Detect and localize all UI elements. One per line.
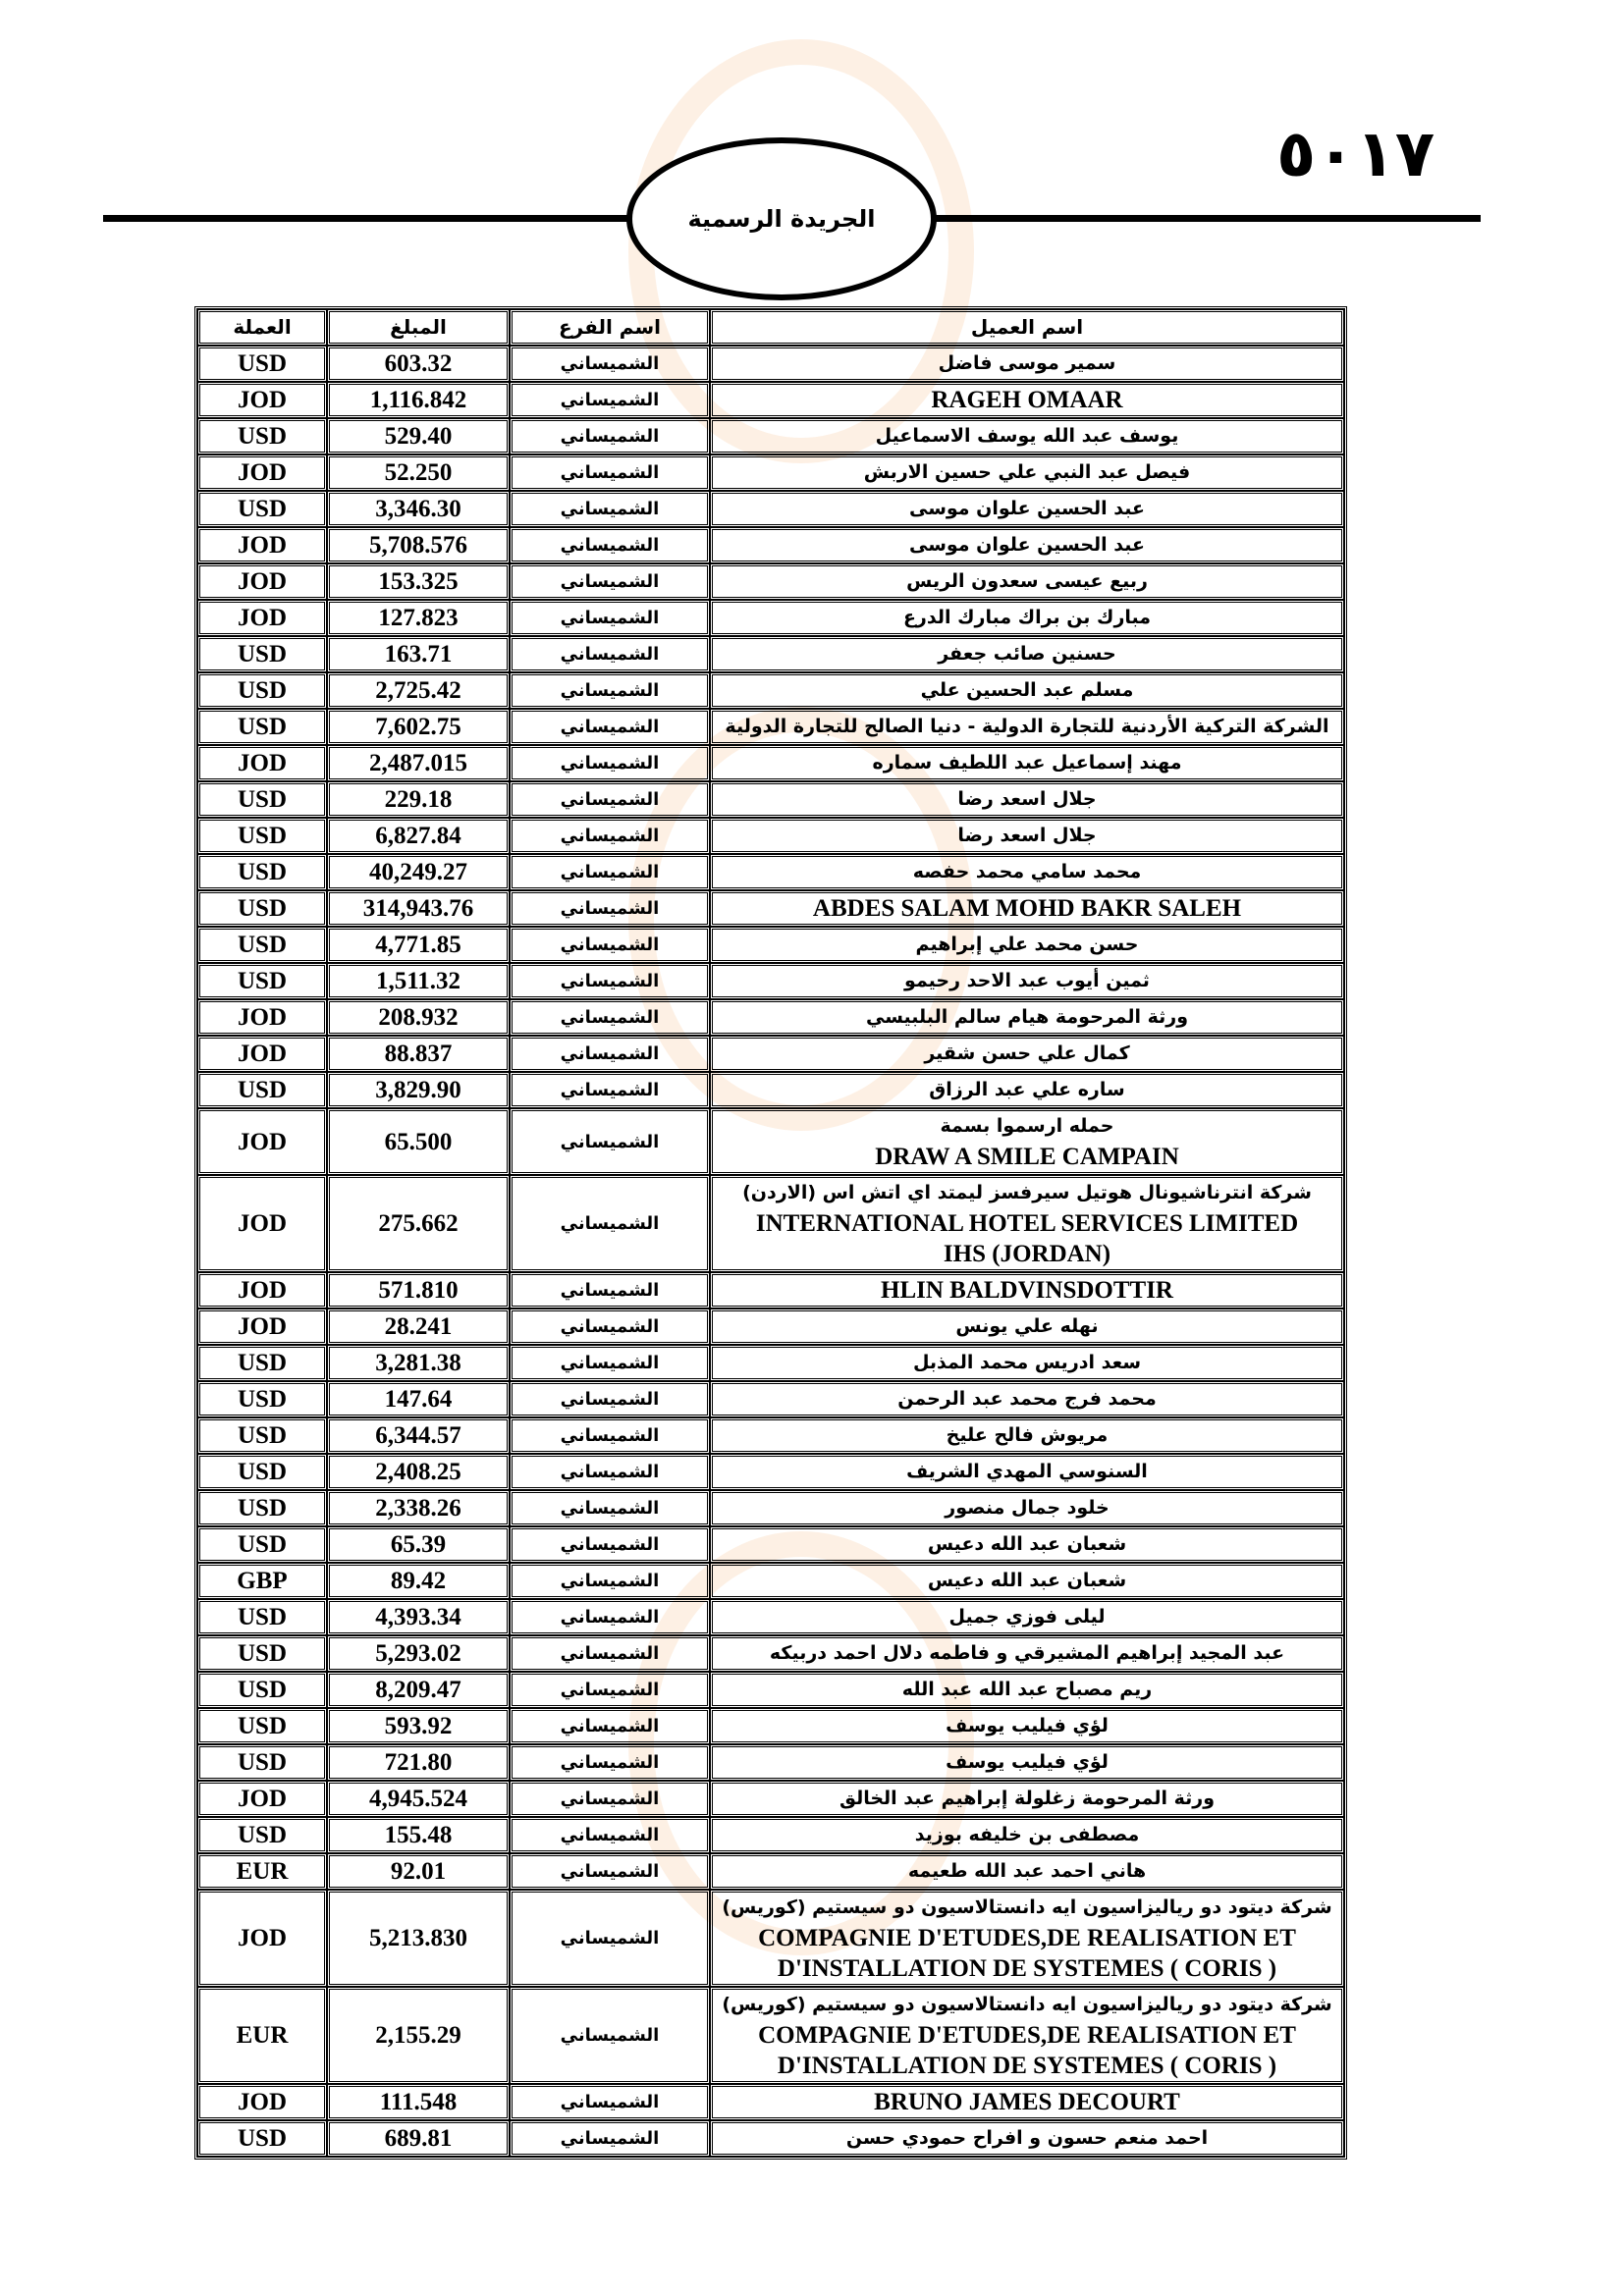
currency-cell: JOD	[197, 600, 327, 636]
table-row	[197, 1744, 1344, 1781]
branch-cell: الشميساني	[510, 1744, 710, 1781]
client-name-cell	[710, 2120, 1344, 2157]
client-name-line: هاني احمد عبد الله طعيمه	[907, 1860, 1147, 1882]
currency-cell: USD	[197, 781, 327, 818]
client-name-line: HLIN BALDVINSDOTTIR	[881, 1277, 1173, 1304]
amount-cell: 2,155.29	[327, 1987, 510, 2084]
header-client: اسم العميل	[710, 309, 1344, 346]
branch-cell: الشميساني	[510, 1454, 710, 1490]
client-name-line: ثمين أيوب عبد الاحد رحيمو	[904, 970, 1150, 991]
currency-cell: USD	[197, 636, 327, 672]
table-row	[197, 709, 1344, 745]
currency-cell: USD	[197, 1417, 327, 1454]
client-name-cell	[710, 709, 1344, 745]
amount-cell: 88.837	[327, 1036, 510, 1072]
branch-cell: الشميساني	[510, 1345, 710, 1381]
amount-cell: 40,249.27	[327, 854, 510, 890]
currency-cell: JOD	[197, 745, 327, 781]
branch-cell: الشميساني	[510, 1987, 710, 2084]
currency-cell: USD	[197, 927, 327, 963]
amount-cell: 2,725.42	[327, 672, 510, 709]
client-name-cell	[710, 1781, 1344, 1817]
branch-cell: الشميساني	[510, 1072, 710, 1108]
client-name-line: D'INSTALLATION DE SYSTEMES ( CORIS )	[777, 1955, 1277, 1982]
currency-cell: GBP	[197, 1563, 327, 1599]
client-name-cell	[710, 745, 1344, 781]
client-name-cell	[710, 382, 1344, 418]
currency-cell: USD	[197, 672, 327, 709]
client-name-line: ورثة المرحومة زغلولة إبراهيم عبد الخالق	[839, 1788, 1216, 1809]
client-name-cell	[710, 1744, 1344, 1781]
client-name-line: شعبان عبد الله دعيس	[927, 1570, 1127, 1591]
currency-cell: USD	[197, 1381, 327, 1417]
amount-cell: 689.81	[327, 2120, 510, 2157]
client-name-line: D'INSTALLATION DE SYSTEMES ( CORIS )	[777, 2053, 1277, 2079]
currency-cell: USD	[197, 1635, 327, 1672]
table-row	[197, 454, 1344, 491]
accounts-table	[194, 306, 1347, 2160]
client-name-line: السنوسي المهدي الشريف	[906, 1461, 1148, 1482]
client-name-line: لؤي فيليب يوسف	[946, 1751, 1109, 1773]
client-name-line: لؤي فيليب يوسف	[946, 1715, 1109, 1736]
client-name-line: جلال اسعد رضا	[957, 825, 1097, 846]
client-name-line: عبد المجيد إبراهيم المشيرقي و فاطمه دلال احمد دربيكه	[769, 1642, 1285, 1664]
currency-cell: USD	[197, 2120, 327, 2157]
currency-cell: USD	[197, 1599, 327, 1635]
client-name-line: ABDES SALAM MOHD BAKR SALEH	[812, 895, 1242, 922]
client-name-cell	[710, 1308, 1344, 1345]
client-name-cell	[710, 2084, 1344, 2120]
client-name-line: احمد منعم حسون و افراح حمودي حسن	[845, 2127, 1209, 2149]
branch-cell: الشميساني	[510, 491, 710, 527]
branch-cell: الشميساني	[510, 1381, 710, 1417]
page-number: ٥٠١٧	[1276, 116, 1435, 191]
table-row	[197, 818, 1344, 854]
client-name-line: COMPAGNIE D'ETUDES,DE REALISATION ET	[758, 1925, 1296, 1951]
client-name-line: شعبان عبد الله دعيس	[927, 1533, 1127, 1555]
client-name-cell	[710, 1563, 1344, 1599]
client-name-line: شركة انترناشيونال هوتيل سيرفسز ليمتد اي اتش اس (الاردن)	[742, 1182, 1312, 1203]
table-row	[197, 491, 1344, 527]
currency-cell: JOD	[197, 1781, 327, 1817]
client-name-cell	[710, 1036, 1344, 1072]
amount-cell: 6,344.57	[327, 1417, 510, 1454]
client-name-line: عبد الحسين علوان موسى	[908, 498, 1146, 519]
branch-cell: الشميساني	[510, 1175, 710, 1272]
client-name-line: سمير موسى فاضل	[938, 352, 1116, 374]
amount-cell: 89.42	[327, 1563, 510, 1599]
table-body	[197, 346, 1344, 2157]
client-name-cell	[710, 600, 1344, 636]
client-name-cell	[710, 1272, 1344, 1308]
currency-cell: USD	[197, 1072, 327, 1108]
branch-cell: الشميساني	[510, 1635, 710, 1672]
client-name-cell	[710, 1599, 1344, 1635]
table-row	[197, 1672, 1344, 1708]
client-name-cell	[710, 1890, 1344, 1987]
amount-cell: 4,393.34	[327, 1599, 510, 1635]
client-name-line: COMPAGNIE D'ETUDES,DE REALISATION ET	[758, 2022, 1296, 2049]
client-name-cell	[710, 927, 1344, 963]
client-name-cell	[710, 1526, 1344, 1563]
header-amount: المبلغ	[327, 309, 510, 346]
branch-cell: الشميساني	[510, 454, 710, 491]
amount-cell: 111.548	[327, 2084, 510, 2120]
table-row	[197, 890, 1344, 927]
table-row	[197, 527, 1344, 563]
client-name-cell	[710, 418, 1344, 454]
client-name-line: محمد فرج محمد عبد الرحمن	[897, 1388, 1157, 1410]
amount-cell: 147.64	[327, 1381, 510, 1417]
client-name-line: شركة ديتود دو رياليزاسيون ايه دانستالاسيون دو سيستيم (كوريس)	[722, 1994, 1332, 2015]
table-row	[197, 745, 1344, 781]
client-name-cell	[710, 1108, 1344, 1175]
currency-cell: JOD	[197, 1890, 327, 1987]
table-row	[197, 1490, 1344, 1526]
amount-cell: 208.932	[327, 999, 510, 1036]
table-header-row	[197, 309, 1344, 346]
table-row	[197, 382, 1344, 418]
table-row	[197, 1526, 1344, 1563]
branch-cell: الشميساني	[510, 382, 710, 418]
amount-cell: 52.250	[327, 454, 510, 491]
client-name-cell	[710, 1417, 1344, 1454]
client-name-line: مبارك بن براك مبارك الدرع	[902, 607, 1152, 628]
currency-cell: USD	[197, 1490, 327, 1526]
client-name-cell	[710, 1490, 1344, 1526]
amount-cell: 314,943.76	[327, 890, 510, 927]
branch-cell: الشميساني	[510, 1853, 710, 1890]
currency-cell: JOD	[197, 563, 327, 600]
amount-cell: 7,602.75	[327, 709, 510, 745]
client-name-line: سعد ادريس محمد المذبل	[912, 1352, 1142, 1373]
table-row	[197, 600, 1344, 636]
currency-cell: USD	[197, 418, 327, 454]
branch-cell: الشميساني	[510, 927, 710, 963]
table-row	[197, 999, 1344, 1036]
table-row	[197, 1635, 1344, 1672]
client-name-cell	[710, 1381, 1344, 1417]
table-row	[197, 1817, 1344, 1853]
table-row	[197, 1599, 1344, 1635]
table-row	[197, 346, 1344, 382]
branch-cell: الشميساني	[510, 636, 710, 672]
branch-cell: الشميساني	[510, 1272, 710, 1308]
branch-cell: الشميساني	[510, 1817, 710, 1853]
client-name-line: مريوش فالح عليخ	[946, 1424, 1109, 1446]
currency-cell: JOD	[197, 454, 327, 491]
branch-cell: الشميساني	[510, 1526, 710, 1563]
client-name-line: ليلى فوزي جميل	[948, 1606, 1106, 1628]
amount-cell: 4,771.85	[327, 927, 510, 963]
client-name-line: عبد الحسين علوان موسى	[908, 534, 1146, 556]
table-row	[197, 1381, 1344, 1417]
amount-cell: 2,408.25	[327, 1454, 510, 1490]
table-row	[197, 1175, 1344, 1272]
table-row	[197, 2084, 1344, 2120]
currency-cell: JOD	[197, 1308, 327, 1345]
client-name-cell	[710, 963, 1344, 999]
currency-cell: USD	[197, 1672, 327, 1708]
amount-cell: 65.500	[327, 1108, 510, 1175]
client-name-cell	[710, 454, 1344, 491]
amount-cell: 65.39	[327, 1526, 510, 1563]
branch-cell: الشميساني	[510, 963, 710, 999]
currency-cell: USD	[197, 890, 327, 927]
branch-cell: الشميساني	[510, 1490, 710, 1526]
amount-cell: 3,346.30	[327, 491, 510, 527]
client-name-cell	[710, 1672, 1344, 1708]
table-row	[197, 563, 1344, 600]
table-row	[197, 1072, 1344, 1108]
currency-cell: USD	[197, 1526, 327, 1563]
branch-cell: الشميساني	[510, 1108, 710, 1175]
table-row	[197, 672, 1344, 709]
branch-cell: الشميساني	[510, 1672, 710, 1708]
client-name-line: RAGEH OMAAR	[931, 387, 1123, 413]
header-branch: اسم الفرع	[510, 309, 710, 346]
currency-cell: USD	[197, 854, 327, 890]
client-name-line: حمله ارسموا بسمة	[940, 1115, 1114, 1137]
amount-cell: 127.823	[327, 600, 510, 636]
table-row	[197, 1890, 1344, 1987]
branch-cell: الشميساني	[510, 1781, 710, 1817]
amount-cell: 92.01	[327, 1853, 510, 1890]
amount-cell: 2,487.015	[327, 745, 510, 781]
branch-cell: الشميساني	[510, 563, 710, 600]
table-row	[197, 1417, 1344, 1454]
amount-cell: 603.32	[327, 346, 510, 382]
client-name-cell	[710, 890, 1344, 927]
currency-cell: USD	[197, 709, 327, 745]
branch-cell: الشميساني	[510, 346, 710, 382]
amount-cell: 1,116.842	[327, 382, 510, 418]
client-name-line: يوسف عبد الله يوسف الاسماعيل	[875, 425, 1179, 447]
client-name-cell	[710, 854, 1344, 890]
amount-cell: 153.325	[327, 563, 510, 600]
branch-cell: الشميساني	[510, 418, 710, 454]
client-name-line: فيصل عبد النبي علي حسين الاربش	[863, 461, 1191, 483]
currency-cell: USD	[197, 1345, 327, 1381]
currency-cell: EUR	[197, 1987, 327, 2084]
branch-cell: الشميساني	[510, 1308, 710, 1345]
client-name-line: ربيع عيسى سعدون الريس	[906, 570, 1148, 592]
gazette-title-ellipse	[626, 137, 937, 300]
client-name-line: خلود جمال منصور	[945, 1497, 1110, 1519]
table-row	[197, 1708, 1344, 1744]
currency-cell: JOD	[197, 1108, 327, 1175]
amount-cell: 2,338.26	[327, 1490, 510, 1526]
currency-cell: EUR	[197, 1853, 327, 1890]
table-row	[197, 927, 1344, 963]
branch-cell: الشميساني	[510, 1890, 710, 1987]
table-row	[197, 1036, 1344, 1072]
client-name-cell	[710, 999, 1344, 1036]
amount-cell: 5,213.830	[327, 1890, 510, 1987]
client-name-line: جلال اسعد رضا	[957, 788, 1097, 810]
client-name-cell	[710, 527, 1344, 563]
currency-cell: USD	[197, 1817, 327, 1853]
table-row	[197, 1345, 1344, 1381]
client-name-line: مسلم عبد الحسين علي	[920, 679, 1134, 701]
table-row	[197, 418, 1344, 454]
client-name-line: كمال علي حسن شقير	[924, 1042, 1130, 1064]
amount-cell: 571.810	[327, 1272, 510, 1308]
currency-cell: JOD	[197, 527, 327, 563]
table-row	[197, 1308, 1344, 1345]
client-name-cell	[710, 1853, 1344, 1890]
client-name-line: مهند إسماعيل عبد اللطيف سماره	[872, 752, 1182, 774]
branch-cell: الشميساني	[510, 527, 710, 563]
branch-cell: الشميساني	[510, 999, 710, 1036]
table-row	[197, 1853, 1344, 1890]
client-name-line: INTERNATIONAL HOTEL SERVICES LIMITED	[755, 1210, 1299, 1237]
table-row	[197, 2120, 1344, 2157]
client-name-cell	[710, 1987, 1344, 2084]
table-row	[197, 1272, 1344, 1308]
branch-cell: الشميساني	[510, 2120, 710, 2157]
client-name-cell	[710, 563, 1344, 600]
branch-cell: الشميساني	[510, 1599, 710, 1635]
client-name-cell	[710, 1708, 1344, 1744]
amount-cell: 155.48	[327, 1817, 510, 1853]
currency-cell: USD	[197, 491, 327, 527]
branch-cell: الشميساني	[510, 672, 710, 709]
client-name-line: IHS (JORDAN)	[943, 1241, 1111, 1267]
branch-cell: الشميساني	[510, 1708, 710, 1744]
gazette-title: الجريدة الرسمية	[687, 205, 876, 233]
client-name-cell	[710, 1454, 1344, 1490]
client-name-cell	[710, 781, 1344, 818]
branch-cell: الشميساني	[510, 818, 710, 854]
amount-cell: 5,708.576	[327, 527, 510, 563]
client-name-cell	[710, 1635, 1344, 1672]
client-name-cell	[710, 1345, 1344, 1381]
currency-cell: JOD	[197, 382, 327, 418]
amount-cell: 3,829.90	[327, 1072, 510, 1108]
branch-cell: الشميساني	[510, 854, 710, 890]
branch-cell: الشميساني	[510, 1563, 710, 1599]
client-name-line: ريم مصباح عبد الله عبد الله	[901, 1679, 1153, 1700]
client-name-line: نهله علي يونس	[955, 1315, 1099, 1337]
currency-cell: JOD	[197, 1175, 327, 1272]
amount-cell: 229.18	[327, 781, 510, 818]
currency-cell: USD	[197, 818, 327, 854]
header-currency: العملة	[197, 309, 327, 346]
currency-cell: USD	[197, 346, 327, 382]
branch-cell: الشميساني	[510, 709, 710, 745]
branch-cell: الشميساني	[510, 1036, 710, 1072]
branch-cell: الشميساني	[510, 600, 710, 636]
client-name-cell	[710, 636, 1344, 672]
currency-cell: USD	[197, 1708, 327, 1744]
table-row	[197, 1563, 1344, 1599]
client-name-line: BRUNO JAMES DECOURT	[874, 2089, 1180, 2115]
client-name-line: حسن محمد علي إبراهيم	[915, 934, 1139, 955]
table-row	[197, 1781, 1344, 1817]
table-row	[197, 1454, 1344, 1490]
client-name-line: شركة ديتود دو رياليزاسيون ايه دانستالاسيون دو سيستيم (كوريس)	[722, 1896, 1332, 1918]
client-name-line: محمد سامي محمد حفصه	[912, 861, 1142, 882]
branch-cell: الشميساني	[510, 2084, 710, 2120]
client-name-cell	[710, 1072, 1344, 1108]
table-row	[197, 781, 1344, 818]
table-row	[197, 854, 1344, 890]
client-name-line: مصطفى بن خليفه بوزيد	[914, 1824, 1140, 1845]
currency-cell: JOD	[197, 1272, 327, 1308]
client-name-line: DRAW A SMILE CAMPAIN	[875, 1144, 1179, 1170]
amount-cell: 1,511.32	[327, 963, 510, 999]
amount-cell: 163.71	[327, 636, 510, 672]
amount-cell: 8,209.47	[327, 1672, 510, 1708]
amount-cell: 275.662	[327, 1175, 510, 1272]
client-name-cell	[710, 1175, 1344, 1272]
currency-cell: JOD	[197, 999, 327, 1036]
table-row	[197, 963, 1344, 999]
amount-cell: 6,827.84	[327, 818, 510, 854]
currency-cell: USD	[197, 963, 327, 999]
amount-cell: 5,293.02	[327, 1635, 510, 1672]
branch-cell: الشميساني	[510, 890, 710, 927]
branch-cell: الشميساني	[510, 781, 710, 818]
amount-cell: 721.80	[327, 1744, 510, 1781]
client-name-cell	[710, 491, 1344, 527]
currency-cell: JOD	[197, 2084, 327, 2120]
table-row	[197, 1108, 1344, 1175]
amount-cell: 529.40	[327, 418, 510, 454]
client-name-cell	[710, 818, 1344, 854]
amount-cell: 3,281.38	[327, 1345, 510, 1381]
amount-cell: 593.92	[327, 1708, 510, 1744]
amount-cell: 4,945.524	[327, 1781, 510, 1817]
client-name-line: الشركة التركية الأردنية للتجارة الدولية - دنيا الصالح للتجارة الدولية	[725, 716, 1329, 737]
table-row	[197, 636, 1344, 672]
client-name-line: ساره علي عبد الرزاق	[929, 1079, 1125, 1100]
currency-cell: USD	[197, 1744, 327, 1781]
branch-cell: الشميساني	[510, 745, 710, 781]
client-name-cell	[710, 346, 1344, 382]
client-name-cell	[710, 1817, 1344, 1853]
client-name-cell	[710, 672, 1344, 709]
branch-cell: الشميساني	[510, 1417, 710, 1454]
currency-cell: JOD	[197, 1036, 327, 1072]
currency-cell: USD	[197, 1454, 327, 1490]
client-name-line: ورثة المرحومة هيام سالم البلبيسي	[865, 1006, 1189, 1028]
client-name-line: حسنين صائب جعفر	[938, 643, 1116, 665]
table-row	[197, 1987, 1344, 2084]
amount-cell: 28.241	[327, 1308, 510, 1345]
